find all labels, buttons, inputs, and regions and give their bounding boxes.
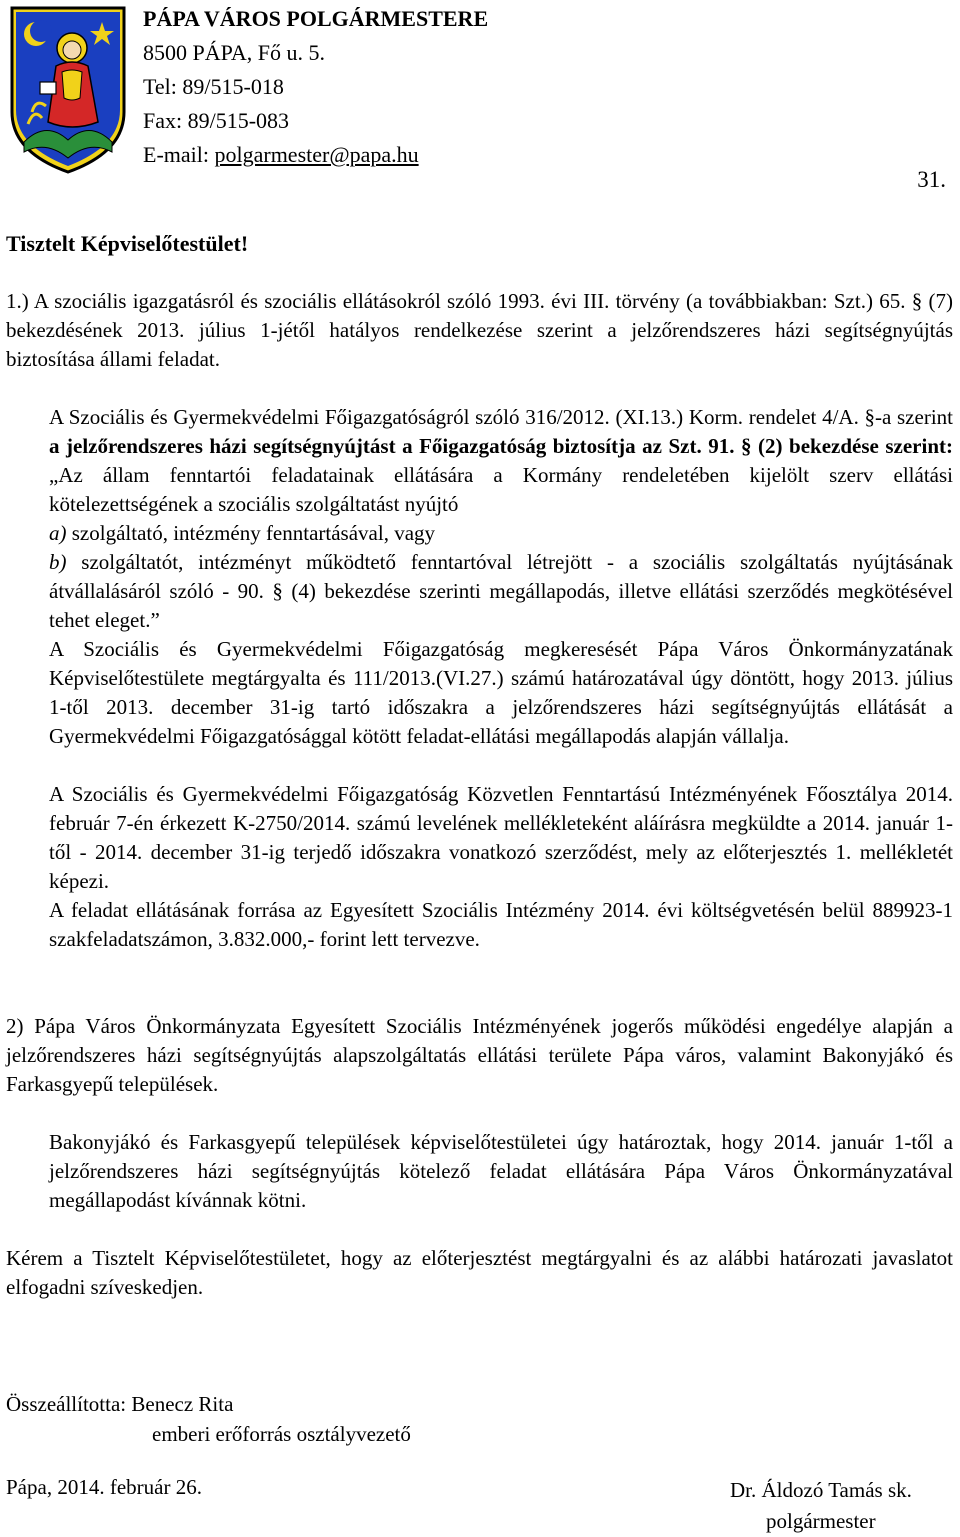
agenda-number: 31. <box>917 167 946 192</box>
regulation-text: A Szociális és Gyermekvédelmi Főigazgatóságról szóló 316/2012. (XI.13.) Korm. rendelet 4/A. §-a szerint <box>49 405 953 429</box>
signer-title: polgármester <box>766 1509 876 1533</box>
section1-paragraph1: 1.) A szociális igazgatásról és szociális ellátásokról szóló 1993. évi III. törvény (a továbbiakban: Szt.) 65. § (7) bekezdésének 2013. július 1-jétől hatályos rendelkezése szerint a jelzőrendszeres házi segítségnyújtás biztosítása állami feladat. <box>6 289 953 371</box>
bold-provision: a jelzőrendszeres házi segítségnyújtást a Főigazgatóság biztosítja az Szt. 91. § (2) bekezdése szerint: <box>49 434 953 458</box>
section2-paragraph2: Bakonyjákó és Farkasgyepű települések képviselőtestületei úgy határoztak, hogy 2014. január 1-től a jelzőrendszeres házi segítségnyújtás kötelező feladat ellátására Pápa Város Önkormányzatával megállapodást kívánnak kötni. <box>49 1130 953 1212</box>
address: 8500 PÁPA, Fő u. 5. <box>143 40 325 65</box>
salutation: Tisztelt Képviselőtestület! <box>6 231 249 256</box>
signer-name: Dr. Áldozó Tamás sk. <box>730 1478 912 1502</box>
document-body <box>6 287 953 1302</box>
quoted-text: „Az állam fenntartói feladatainak ellátására a Kormány rendeletében kijelölt szerv ellátási kötelezettségének a szociális szolgáltatást nyújtó <box>49 463 953 516</box>
list-item-a: a) szolgáltató, intézmény fenntartásával, vagy <box>49 521 436 545</box>
email-line <box>143 138 488 172</box>
list-item-b: b) szolgáltatót, intézményt működtető fenntartóval létrejött - a szociális szolgáltatás nyújtásának átvállalásáról szóló - 90. § (4) bekezdése szerinti megállapodás, illetve ellátási szerződés megkötésével tehet eleget.” <box>49 550 953 632</box>
email-link[interactable]: polgarmester@papa.hu <box>214 142 419 167</box>
office-title: PÁPA VÁROS POLGÁRMESTERE <box>143 6 489 31</box>
place-and-date: Pápa, 2014. február 26. <box>6 1475 202 1499</box>
telephone: Tel: 89/515-018 <box>143 74 284 99</box>
fax: Fax: 89/515-083 <box>143 108 290 133</box>
coat-of-arms-icon <box>6 2 130 176</box>
section2-paragraph1: 2) Pápa Város Önkormányzata Egyesített Szociális Intézményének jogerős működési engedélye alapján a jelzőrendszeres házi segítségnyújtás alapszolgáltatás ellátási területe Pápa város, valamint Bakonyjákó és Farkasgyepű települések. <box>6 1014 953 1096</box>
compiler-position: emberi erőforrás osztályvezető <box>152 1422 411 1446</box>
section1-paragraph2 <box>6 403 953 519</box>
signature-block <box>730 1475 912 1537</box>
compiled-by <box>6 1389 411 1449</box>
email-label: E-mail: <box>143 142 215 167</box>
compiler-name: Összeállította: Benecz Rita <box>6 1392 234 1416</box>
request-paragraph: Kérem a Tisztelt Képviselőtestületet, hogy az előterjesztést megtárgyalni és az alábbi határozati javaslatot elfogadni szíveskedjen. <box>6 1246 953 1299</box>
section1-paragraph3: A Szociális és Gyermekvédelmi Főigazgatóság megkeresését Pápa Város Önkormányzatának Képviselőtestülete megtárgyalta és 111/2013.(VI.27.) számú határozatával úgy döntött, hogy 2013. július 1-től 2013. december 31-ig tartó időszakra a jelzőrendszeres házi segítségnyújtás ellátását a Gyermekvédelmi Főigazgatósággal kötött feladat-ellátási megállapodás alapján vállalja. <box>49 637 953 748</box>
letterhead <box>143 2 488 172</box>
section1-paragraph5: A feladat ellátásának forrása az Egyesített Szociális Intézmény 2014. évi költségvetésén belül 889923-1 szakfeladatszámon, 3.832.000,- forint lett tervezve. <box>49 898 953 951</box>
section1-paragraph4: A Szociális és Gyermekvédelmi Főigazgatóság Közvetlen Fenntartású Intézményének Főosztálya 2014. február 7-én érkezett K-2750/2014. számú levelének mellékleteként aláírásra megküldte a 2014. január 1-től - 2014. december 31-ig terjedő időszakra vonatkozó szerződést, mely az előterjesztés 1. mellékletét képezi. <box>49 782 953 893</box>
